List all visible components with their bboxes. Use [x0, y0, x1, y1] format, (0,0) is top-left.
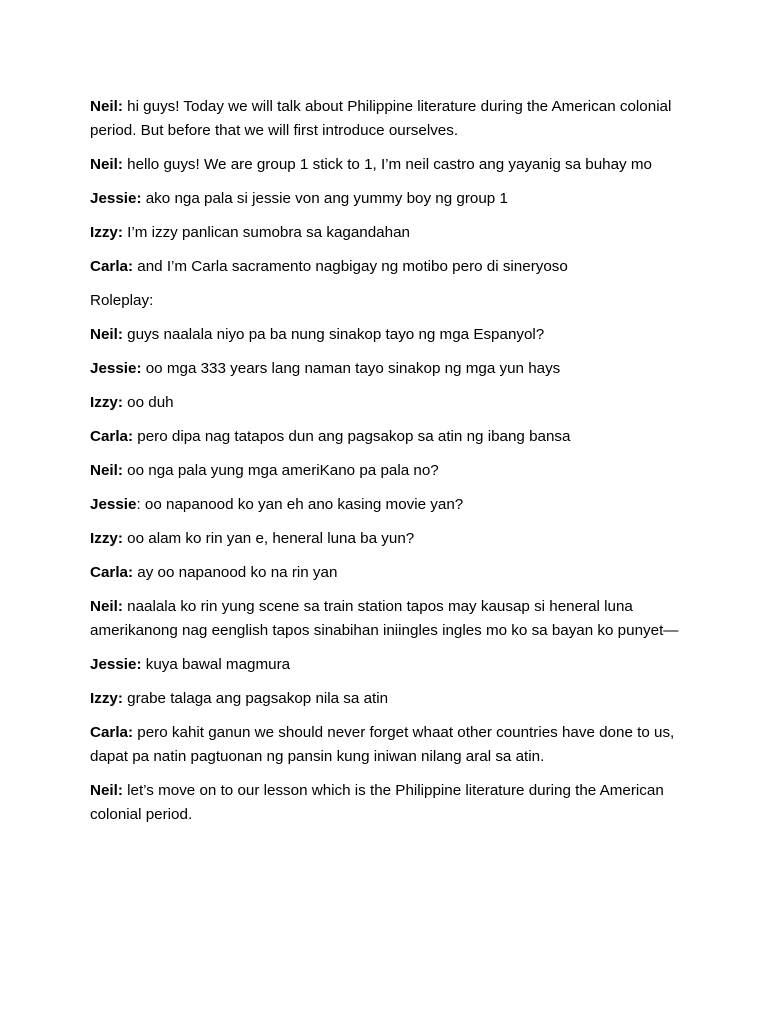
speaker-name: Neil:: [90, 326, 123, 343]
dialogue-text: oo alam ko rin yan e, heneral luna ba yun?: [122, 530, 415, 547]
dialogue-text: hi guys! Today we will talk about Philippine literature during the American colonial period. But before that we will first introduce ourselves.: [90, 98, 672, 139]
dialogue-text: hello guys! We are group 1 stick to 1, I’m neil castro ang yayanig sa buhay mo: [122, 156, 652, 173]
dialogue-line: [90, 357, 680, 381]
dialogue-line: [90, 459, 680, 483]
dialogue-text: grabe talaga ang pagsakop nila sa atin: [122, 690, 389, 707]
dialogue-line: [90, 595, 680, 643]
dialogue-line: [90, 779, 680, 827]
speaker-name: Carla:: [90, 428, 134, 445]
speaker-name: Neil:: [90, 598, 123, 615]
dialogue-text: oo mga 333 years lang naman tayo sinakop ng mga yun hays: [141, 360, 561, 377]
dialogue-text: ako nga pala si jessie von ang yummy boy ng group 1: [141, 190, 508, 207]
dialogue-line: [90, 187, 680, 211]
dialogue-text: oo duh: [122, 394, 174, 411]
speaker-name: Neil:: [90, 782, 123, 799]
dialogue-line: [90, 493, 680, 517]
dialogue-text: oo nga pala yung mga ameriKano pa pala no?: [122, 462, 439, 479]
dialogue-text: ay oo napanood ko na rin yan: [133, 564, 338, 581]
dialogue-text: guys naalala niyo pa ba nung sinakop tayo ng mga Espanyol?: [122, 326, 545, 343]
dialogue-line: [90, 153, 680, 177]
speaker-name: Neil:: [90, 156, 123, 173]
speaker-name: Izzy:: [90, 394, 123, 411]
speaker-name: Izzy:: [90, 224, 123, 241]
document-page: [90, 95, 680, 837]
dialogue-line: [90, 721, 680, 769]
dialogue-line: [90, 323, 680, 347]
speaker-name: Carla:: [90, 258, 134, 275]
dialogue-text: let’s move on to our lesson which is the Philippine literature during the American colonial period.: [90, 782, 664, 823]
speaker-name: Izzy:: [90, 530, 123, 547]
speaker-name: Jessie:: [90, 656, 142, 673]
dialogue-text: I’m izzy panlican sumobra sa kagandahan: [122, 224, 410, 241]
speaker-name: Carla:: [90, 564, 134, 581]
section-heading-roleplay: [90, 289, 680, 313]
dialogue-line: [90, 687, 680, 711]
dialogue-text: pero dipa nag tatapos dun ang pagsakop sa atin ng ibang bansa: [133, 428, 571, 445]
dialogue-line: [90, 95, 680, 143]
dialogue-line: [90, 391, 680, 415]
dialogue-line: [90, 561, 680, 585]
speaker-name: Carla:: [90, 724, 134, 741]
speaker-name: Neil:: [90, 462, 123, 479]
speaker-name: Neil:: [90, 98, 123, 115]
speaker-name: Jessie:: [90, 190, 142, 207]
dialogue-line: [90, 527, 680, 551]
dialogue-line: [90, 221, 680, 245]
speaker-name: Jessie: [90, 496, 137, 513]
dialogue-text: naalala ko rin yung scene sa train station tapos may kausap si heneral luna amerikanong nag eenglish tapos sinabihan iniingles ingles mo ko sa bayan ko punyet—: [90, 598, 679, 639]
speaker-name: Jessie:: [90, 360, 142, 377]
speaker-name: Izzy:: [90, 690, 123, 707]
dialogue-line: [90, 255, 680, 279]
dialogue-line: [90, 425, 680, 449]
dialogue-text: : oo napanood ko yan eh ano kasing movie yan?: [136, 496, 464, 513]
dialogue-text: Roleplay:: [90, 292, 154, 309]
dialogue-text: and I’m Carla sacramento nagbigay ng motibo pero di sineryoso: [133, 258, 568, 275]
dialogue-text: kuya bawal magmura: [141, 656, 291, 673]
dialogue-line: [90, 653, 680, 677]
dialogue-text: pero kahit ganun we should never forget whaat other countries have done to us, dapat pa natin pagtuonan ng pansin kung iniwan nilang aral sa atin.: [90, 724, 675, 765]
